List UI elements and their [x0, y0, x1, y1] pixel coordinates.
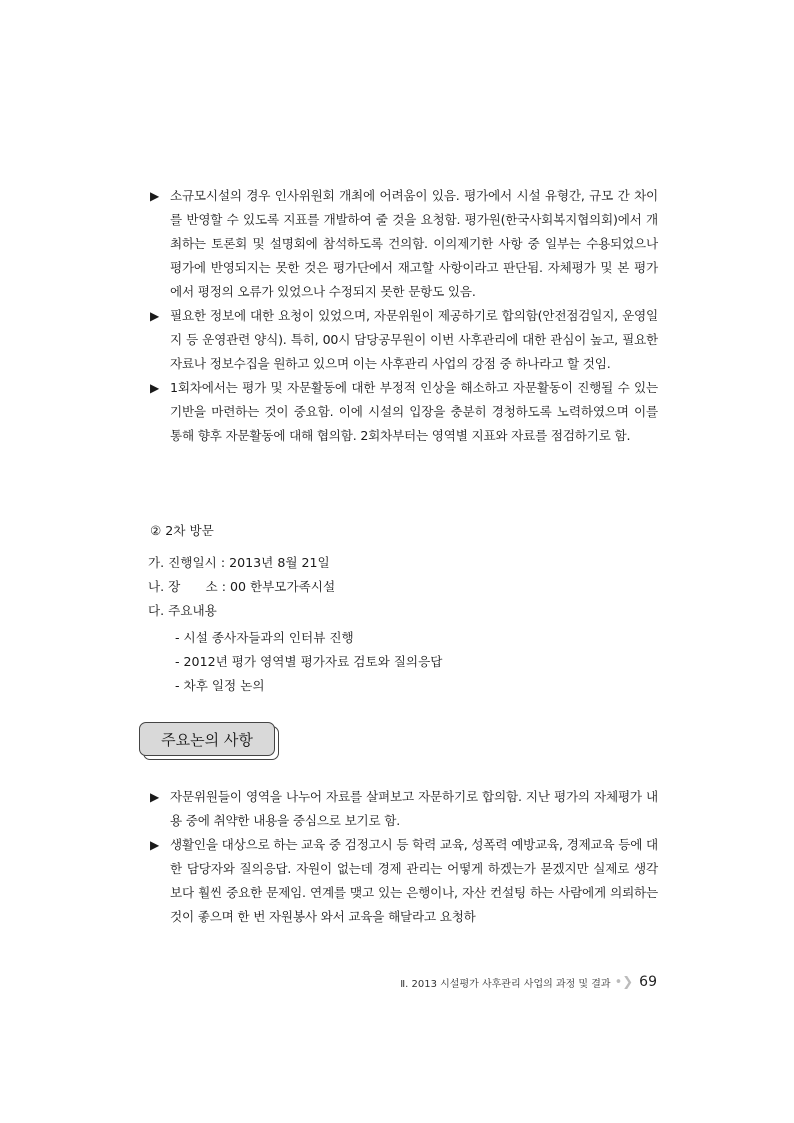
bullet-arrow-icon: ▶: [150, 309, 160, 323]
discussion-bullets-visit-1: [148, 184, 658, 448]
discussion-bullets-main: [148, 785, 658, 929]
bullet-arrow-icon: ▶: [150, 838, 160, 852]
bullet-arrow-icon: ▶: [150, 790, 160, 804]
visit-place-row: [148, 575, 335, 599]
visit-date-row: [148, 551, 330, 575]
bullet-item: [148, 376, 658, 448]
bullet-text: 1회차에서는 평가 및 자문활동에 대한 부정적 인상을 해소하고 자문활동이 진행될 수 있는 기반을 마련하는 것이 중요함. 이에 시설의 입장을 충분히 경청하도록 노력하였으며 이를 통해 향후 자문활동에 대해 협의함. 2회차부터는 영역별 지표와 자료를 점검하기로 함.: [170, 380, 658, 443]
bullet-text: 필요한 정보에 대한 요청이 있었으며, 자문위원이 제공하기로 합의함(안전점검일지, 운영일지 등 운영관련 양식). 특히, 00시 담당공무원이 이번 사후관리에 대한 관심이 높고, 필요한 자료나 정보수집을 원하고 있으며 이는 사후관리 사업의 강점 중 하나라고 할 것임.: [170, 308, 658, 371]
bullet-item: [148, 304, 658, 376]
visit-content-item: - 시설 종사자들과의 인터뷰 진행: [175, 630, 354, 645]
visit-content-row: [148, 599, 217, 623]
bullet-text: 소규모시설의 경우 인사위원회 개최에 어려움이 있음. 평가에서 시설 유형간, 규모 간 차이를 반영할 수 있도록 지표를 개발하여 줄 것을 요청함. 평가원(한국사회복지협의회)에서 개최하는 토론회 및 설명회에 참석하도록 건의함. 이의제기한 사항 중 일부는 수용되었으나 평가에 반영되지는 못한 것은 평가단에서 재고할 사항이라고 판단됨. 자체평가 및 본 평가에서 평정의 오류가 있었으나 수정되지 못한 문항도 있음.: [170, 188, 658, 299]
bullet-item: [148, 833, 658, 929]
visit-place-label: 나. 장 소: [148, 579, 218, 594]
separator: :: [216, 555, 230, 570]
bullet-arrow-icon: ▶: [150, 189, 160, 203]
visit-content-item: - 차후 일정 논의: [175, 678, 265, 693]
visit-place-value: 00 한부모가족시설: [229, 579, 336, 594]
bullet-item: [148, 184, 658, 304]
bullet-item: [148, 785, 658, 833]
page-footer: [400, 974, 657, 990]
chevron-right-icon: •❯: [614, 974, 634, 990]
bullet-text: 자문위원들이 영역을 나누어 자료를 살펴보고 자문하기로 합의함. 지난 평가의 자체평가 내용 중에 취약한 내용을 중심으로 보기로 함.: [170, 789, 658, 828]
page-number: 69: [639, 974, 657, 990]
visit-date-value: 2013년 8월 21일: [229, 555, 330, 570]
visit-date-label: 가. 진행일시: [148, 555, 217, 570]
visit-heading: ② 2차 방문: [150, 523, 214, 538]
section-title: 주요논의 사항: [161, 730, 253, 749]
section-title-box: [139, 722, 275, 756]
bullet-arrow-icon: ▶: [150, 381, 160, 395]
footer-chapter-title: Ⅱ. 2013 시설평가 사후관리 사업의 과정 및 결과: [400, 978, 611, 990]
visit-content-label: 다. 주요내용: [148, 603, 217, 618]
separator: :: [217, 579, 230, 594]
bullet-text: 생활인을 대상으로 하는 교육 중 검정고시 등 학력 교육, 성폭력 예방교육, 경제교육 등에 대한 담당자와 질의응답. 자원이 없는데 경제 관리는 어떻게 하겠는가 묻겠지만 실제로 생각보다 훨씬 중요한 문제임. 연계를 맺고 있는 은행이나, 자산 컨설팅 하는 사람에게 의뢰하는 것이 좋으며 한 번 자원봉사 와서 교육을 해달라고 요청하: [170, 837, 658, 924]
visit-content-item: - 2012년 평가 영역별 평가자료 검토와 질의응답: [175, 654, 443, 669]
